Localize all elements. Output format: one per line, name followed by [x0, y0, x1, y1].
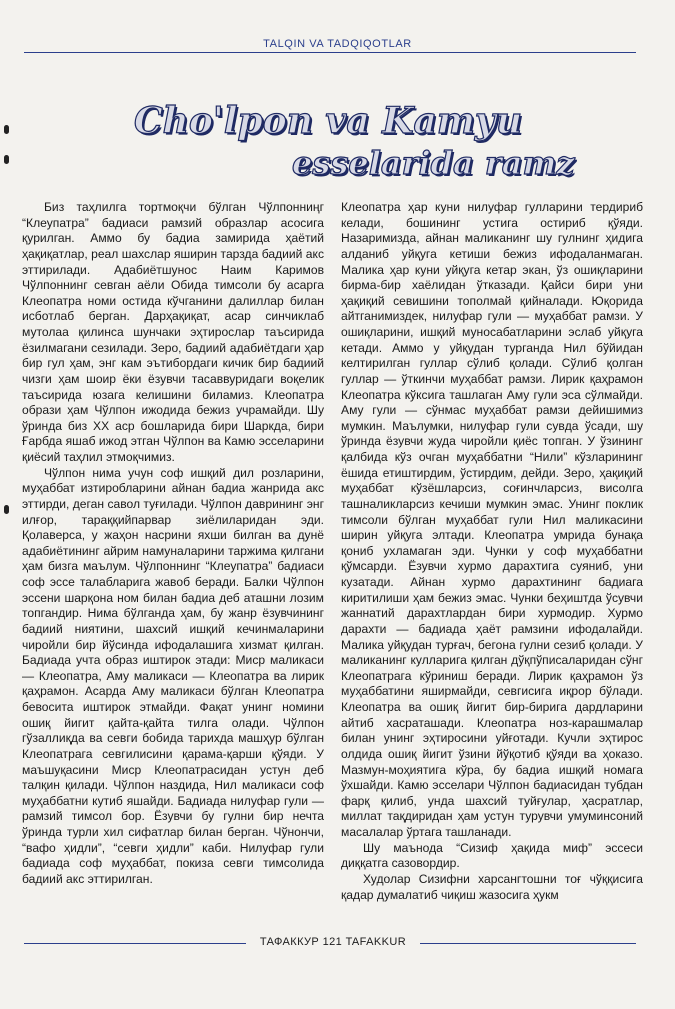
paragraph: Шу маънода “Сизиф ҳақида миф” эссеси диққатга сазовордир.	[341, 840, 643, 871]
section-label: TALQIN VA TADQIQOTLAR	[257, 38, 418, 50]
page-footer: ТАФАККУР 121 TAFAKKUR	[259, 936, 407, 948]
footer-rule	[420, 943, 636, 944]
binding-hole-mark	[4, 125, 9, 134]
binding-hole-mark	[4, 155, 9, 164]
paragraph: Чўлпон нима учун соф ишқий дил розларини, муҳаббат изтиробларини айнан бадиа жанрида акс эттирди, деган савол туғилади. Чўлпон даврининг энг илғор, тараққийпарвар зиёлиларидан эди. Қолаверса, у жаҳон насрини яхши билган ва дунё адабиётининг айрим намуналарини таржима қилгани ҳам бизга маълум. Чўлпоннинг “Клеупатра” бадиаси соф эссе талабларига жавоб беради. Балки Чўлпон эссени шарқона ном билан бадиа деб аташни лозим топгандир. Нима бўлганда ҳам, бу жанр ёзувчининг бадиий ниятини, шахсий ишқий кечинмаларини чиройли бир йўсинда ифодалашига хизмат қилган. Бадиада учта образ иштирок этади: Миср маликаси — Клеопатра, Аму маликаси — Клеопатра ва лирик қаҳрамон. Асарда Аму маликаси бўлган Клеопатра бевосита иштирок этмайди. Фақат унинг номини ошиқ йигит қайта-қайта тилга олади. Чўлпон гўзаллиқда ва севги бобида тарихда машҳур бўлган Клеопатрага севгилисини қарама-қарши қўяди. У маъшуқасини Миср Клеопатрасидан устун деб талқин қилади. Чўлпон наздида, Нил маликаси соф муҳаббатни кутиб яшайди. Бадиада нилуфар гули — рамзий тимсол бор. Ёзувчи бу гулни бир нечта ўринда турли хил сифатлар билан берган. Чўнончи, “вафо ҳидли”, “севги ҳидли” каби. Нилуфар гули бадиада соф муҳаббат, покиза севги тимсолида бадиий акс эттирилган.	[22, 465, 324, 886]
title-line-2: esselarida ramz	[292, 144, 575, 182]
text-column-right	[341, 200, 643, 903]
title-line-1: Cho'lpon va Kamyu	[134, 100, 523, 142]
paragraph: Клеопатра ҳар куни нилуфар гулларини тердириб келади, бошининг устига остириб қўяди. Назаримизда, айнан маликанинг шу гулнинг ҳидига алданиб уйқуга кетиши бежиз ифодаланмаган. Малика ҳар куни уйқуга кетар экан, ўз ошиқларини бирма-бир хаёлидан ўтказади. Қайси бири уни ҳақиқий севишини тополмай қийналади. Юқорида айтганимиздек, нилуфар гули — муҳаббат рамзи. У ошиқларини, ишқий муносабатларини эслаб уйқуга кетади. Аммо у уйқудан турганда Нил бўйидан келтирилган гуллар сўлиб қолади. Сўлиб қолган гуллар — ўткинчи муҳаббат рамзи. Лирик қаҳрамон Клеопатра кўксига ташлаган Аму гули эса сўлмайди. Аму гули — сўнмас муҳаббат рамзи дейишимиз мумкин. Маълумки, нилуфар гули сувда ўсади, шу ўринда ёзувчи жуда чиройли қиёс топган. У ўзининг қалбида кўз очган муҳаббатни “Нили” кўзларининг ёшида етиштирдим, ўстирдим, дейди. Зеро, ҳақиқий муҳаббат кўзёшларсиз, соғинчларсиз, висолга ташналикларсиз кечиши мумкин эмас. Унинг поклик тимсоли бўлган муҳаббат гули Нил маликасини ширин уйқуга элтади. Клеопатра умрида бунақа қониб ухламаган эди. Чунки у соф муҳаббатни қўмсарди. Ёзувчи хурмо дарахтига суяниб, уни кузатади. Айнан хурмо дарахтининг бадиага киритилиши ҳам бежиз эмас. Чунки беҳиштда ўсувчи жаннатий дарахтлардан бири хурмодир. Хурмо дарахти — бадиада ҳаёт рамзини ифодалайди. Малика уйқудан турғач, бегона гулни сезиб қолади. У маликанинг кулларига қилган дўқпўписаларидан сўнг Клеопатрага кўриниш беради. Лирик қаҳрамон ўз муҳаббатини яширмайди, севгисига иқрор бўлади. Клеопатра ва ошиқ йигит бир-бирига дардларини айтиб хасраташади. Клеопатра ноз-карашмалар билан унинг эҳтиросини уйғотади. Кучли эҳтирос олдида ошиқ йигит ўзини йўқотиб қўяди ва ҳоказо. Мазмун-моҳиятига кўра, бу бадиа ишқий номага ўхшайди. Камю эсселари Чўлпон бадиасидан тубдан фарқ қилиб, унда шахсий туйғулар, ҳасратлар, миллат тақдиридан ҳам устун турувчи умуминсоний масалалар ўртага ташланади.	[341, 200, 643, 839]
article-title	[120, 92, 600, 192]
paragraph: Биз таҳлилга тортмоқчи бўлган Чўлпонниңг “Клеупатра” бадиаси рамзий образлар асосига қурилган. Аммо бу бадиа замирида ҳаётий ҳақиқатлар, реал шахслар яширин тарзда бадиий акс эттирилади. Адабиётшунос Наим Каримов Чўлпоннинг севган аёли Обида тимсоли бу асарга Клеопатра номи остида кўчганини далиллар билан исботлаб берган. Дарҳақиқат, асар синчиклаб мутолаа қилинса шунчаки эҳтирослар таъсирида ёзилмагани сезилади. Зеро, бадиий адабиётдаги ҳар бир гул ҳам, энг кам эътибордаги кичик бир бадиий чизги ҳам шоир ёки ёзувчи тасаввуридаги воқелик таъсирида юзага келишини биламиз. Клеопатра образи ҳам Чўлпон ижодида бежиз учрамайди. Шу ўринда биз XX аср бошларида бири Шаркда, бири Ғарбда яшаб ижод этган Чўлпон ва Камю эсселарини қиёсий таҳлил этмоқчимиз.	[22, 200, 324, 464]
binding-hole-mark	[4, 505, 9, 514]
section-header	[0, 38, 675, 50]
paragraph: Худолар Сизифни харсангтошни тоғ чўққисига қадар думалатиб чиқиш жазосига ҳукм	[341, 871, 643, 902]
text-column-left	[22, 200, 324, 888]
footer-rule	[24, 943, 246, 944]
header-rule	[24, 52, 636, 53]
